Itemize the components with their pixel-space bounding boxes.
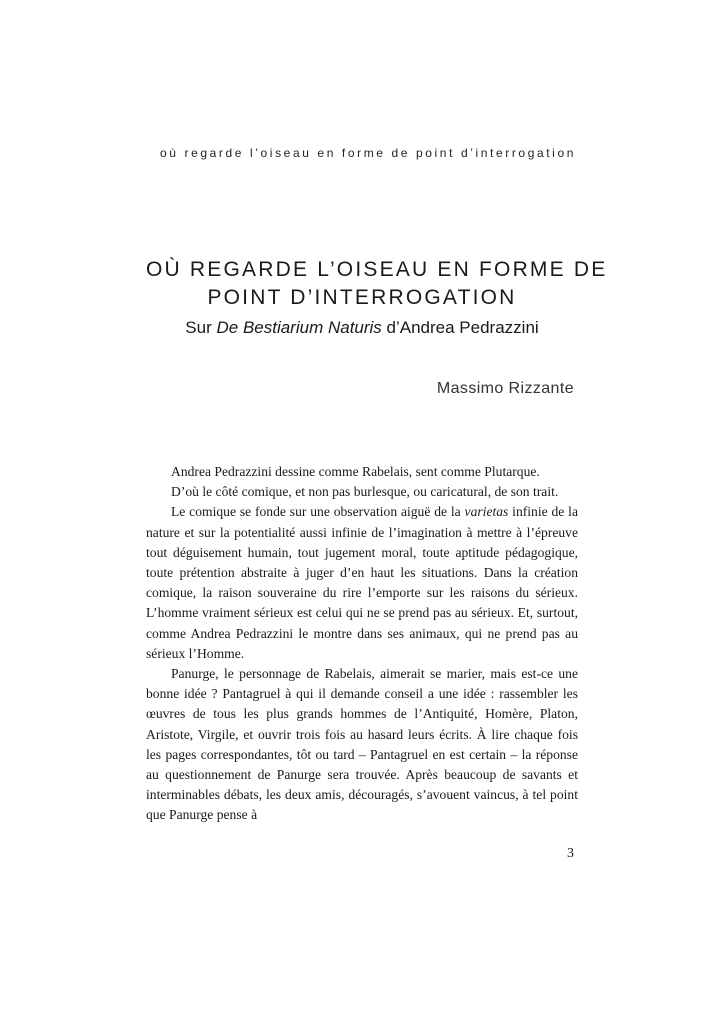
author-name: Massimo Rizzante: [436, 380, 574, 397]
paragraph-3-start: Le comique se fonde sur une observation aiguë de la: [171, 504, 465, 520]
page-number: 3: [567, 846, 574, 861]
paragraph-3-rest: infinie de la nature et sur la potentialité aussi infinie de l’imagination à mettre à l’épreuve tout déguisement humain, tout jugement moral, toute aptitude pédagogique, toute prétention abstraite à juger d’en haut les situations. Dans la création comique, la raison souveraine du rire l’emporte sur les raisons du sérieux. L’homme vraiment sérieux est celui qui ne se prend pas au sérieux. Et, surtout, comme Andrea Pedrazzini le montre dans ses animaux, qui ne prend pas au sérieux l’Homme.: [146, 504, 578, 661]
paragraph-3: [146, 502, 578, 664]
subtitle-suffix: d’Andrea Pedrazzini: [381, 318, 539, 337]
paragraph-1: Andrea Pedrazzini dessine comme Rabelais, sent comme Plutarque.: [171, 464, 540, 479]
article-body: [146, 462, 578, 826]
running-head: où regarde l’oiseau en forme de point d’interrogation: [160, 146, 576, 160]
subtitle-prefix: Sur: [185, 318, 217, 337]
paragraph-2: D’où le côté comique, et non pas burlesque, ou caricatural, de son trait.: [171, 484, 559, 500]
title-line-1: OÙ REGARDE L’OISEAU EN FORME DE: [146, 258, 608, 281]
paragraph-4: Panurge, le personnage de Rabelais, aimerait se marier, mais est-ce une bonne idée ? Pantagruel à qui il demande conseil a une idée : rassembler les œuvres de tous les plus grands hommes de l’Antiquité, Homère, Platon, Aristote, Virgile, et ouvrir trois fois au hasard leurs écrits. À lire chaque fois les pages correspondantes, tôt ou tard – Pantagruel en est certain – la réponse au questionnement de Panurge sera trouvée. Après beaucoup de savants et interminables débats, les deux amis, découragés, s’avouent vaincus, à tel point que Panurge pense à: [146, 666, 578, 823]
title-line-2: POINT D’INTERROGATION: [207, 286, 517, 309]
article-title: [146, 256, 608, 312]
paragraph-3-italic-term: varietas: [464, 504, 509, 520]
subtitle-work-title: De Bestiarium Naturis: [216, 318, 382, 337]
article-subtitle: [146, 318, 578, 338]
